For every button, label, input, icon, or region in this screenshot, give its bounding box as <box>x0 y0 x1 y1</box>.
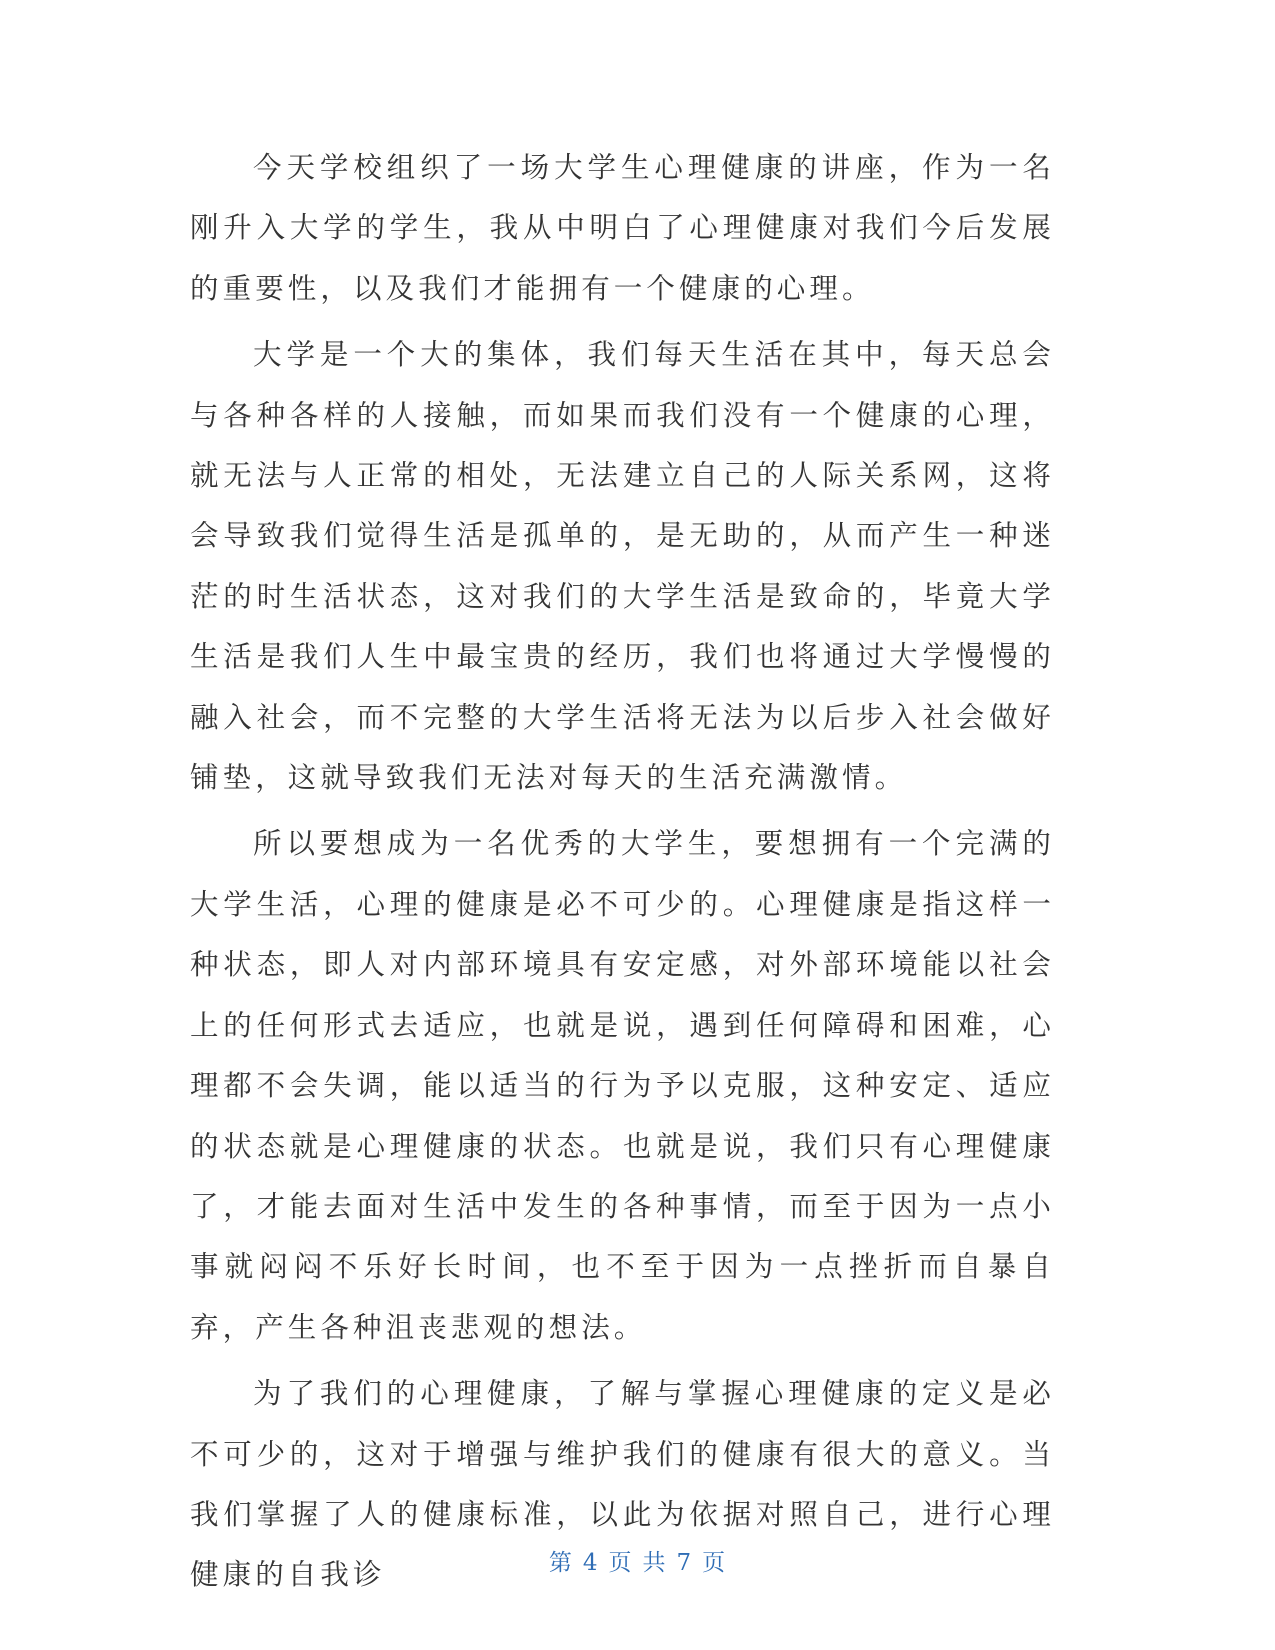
document-body <box>190 138 1055 1612</box>
paragraph-4: 为了我们的心理健康，了解与掌握心理健康的定义是必不可少的，这对于增强与维护我们的健康有很大的意义。当我们掌握了人的健康标准，以此为依据对照自己，进行心理健康的自我诊 <box>190 1377 1055 1592</box>
footer-total-pages: 7 <box>676 1550 693 1576</box>
paragraph-2: 大学是一个大的集体，我们每天生活在其中，每天总会与各种各样的人接触，而如果而我们没有一个健康的心理，就无法与人正常的相处，无法建立自己的人际关系网，这将会导致我们觉得生活是孤单的，是无助的，从而产生一种迷茫的时生活状态，这对我们的大学生活是致命的，毕竟大学生活是我们人生中最宝贵的经历，我们也将通过大学慢慢的融入社会，而不完整的大学生活将无法为以后步入社会做好铺垫，这就导致我们无法对每天的生活充满激情。 <box>190 338 1055 795</box>
footer-page-word: 页 <box>608 1550 633 1576</box>
footer-prefix: 第 <box>548 1550 573 1576</box>
page-footer <box>0 1544 1275 1577</box>
footer-suffix: 页 <box>702 1550 727 1576</box>
footer-total-word: 共 <box>642 1550 667 1576</box>
paragraph-3: 所以要想成为一名优秀的大学生，要想拥有一个完满的大学生活，心理的健康是必不可少的。心理健康是指这样一种状态，即人对内部环境具有安定感，对外部环境能以社会上的任何形式去适应，也就是说，遇到任何障碍和困难，心理都不会失调，能以适当的行为予以克服，这种安定、适应的状态就是心理健康的状态。也就是说，我们只有心理健康了，才能去面对生活中发生的各种事情，而至于因为一点小事就闷闷不乐好长时间，也不至于因为一点挫折而自暴自弃，产生各种沮丧悲观的想法。 <box>190 827 1055 1344</box>
paragraph-1: 今天学校组织了一场大学生心理健康的讲座，作为一名刚升入大学的学生，我从中明白了心理健康对我们今后发展的重要性，以及我们才能拥有一个健康的心理。 <box>190 151 1055 305</box>
footer-current-page: 4 <box>582 1550 599 1576</box>
